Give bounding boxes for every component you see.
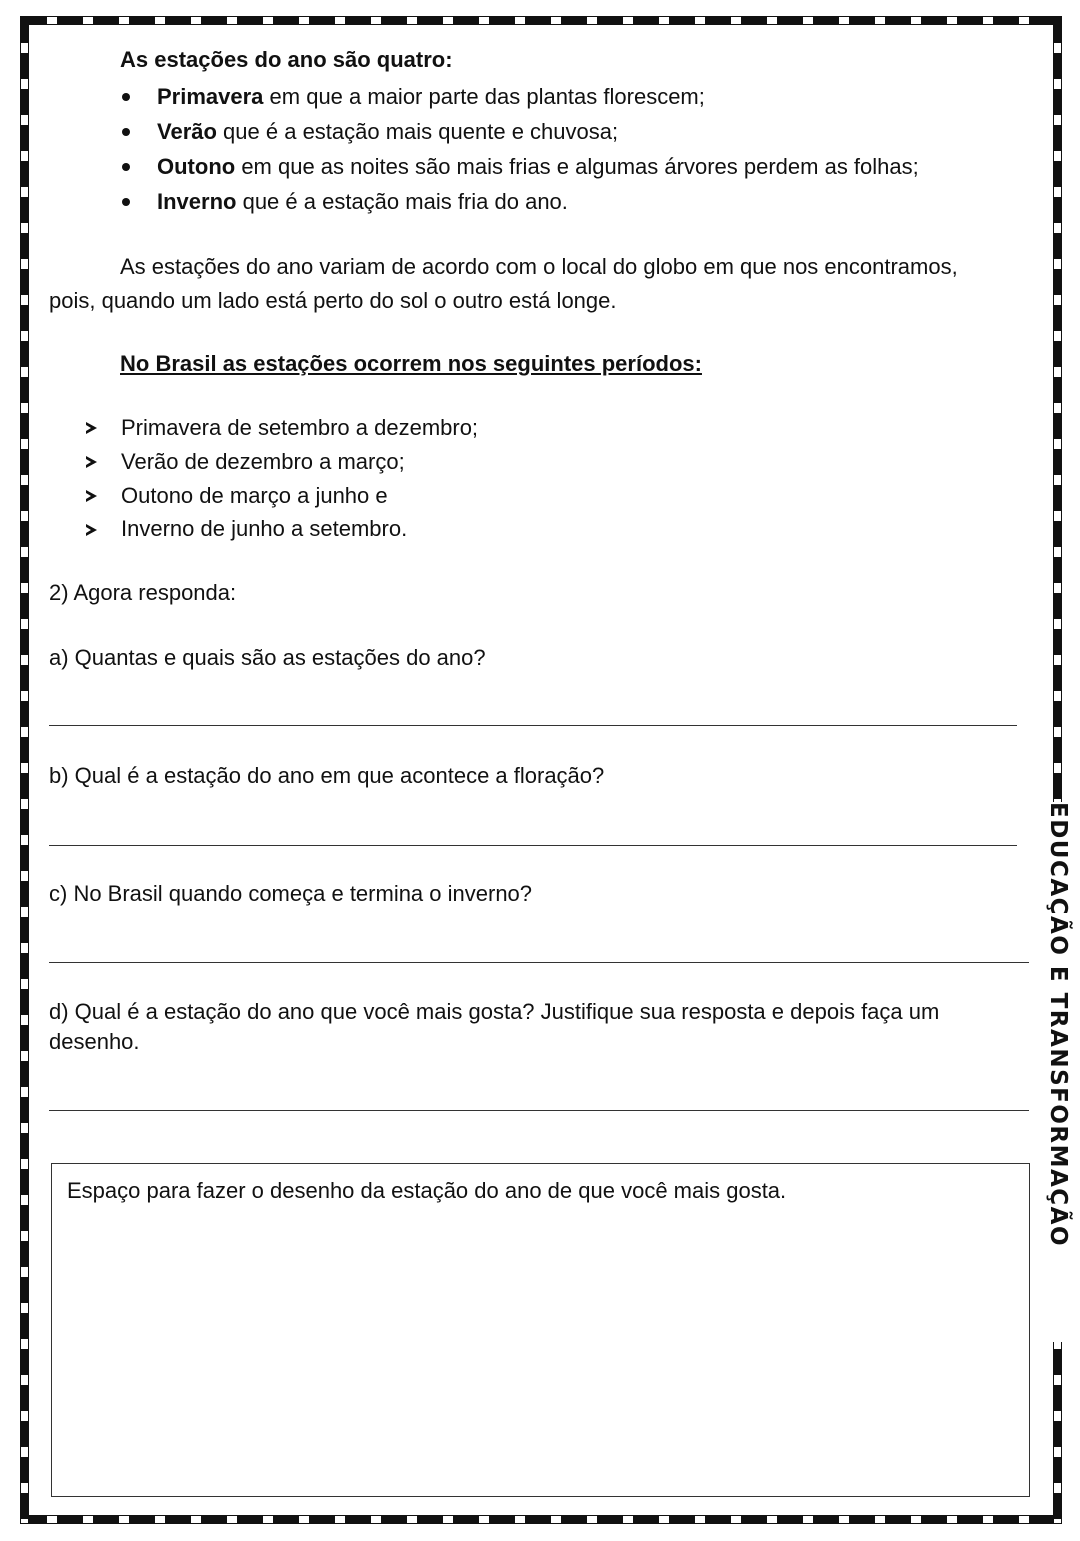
answer-line-a[interactable] [49,725,1017,726]
answer-line-d[interactable] [49,1110,1029,1111]
drawing-area-label: Espaço para fazer o desenho da estação do ano de que você mais gosta. [67,1178,787,1203]
season-description: em que a maior parte das plantas florescem; [263,84,705,109]
exercise-title: 2) Agora responda: [49,580,237,605]
bullet-dot [122,198,130,206]
answer-line-c[interactable] [49,962,1029,963]
season-name: Outono [157,154,236,179]
answer-line-b[interactable] [49,845,1017,846]
side-label-container [1040,802,1076,1342]
question-c: c) No Brasil quando começa e termina o inverno? [49,881,533,906]
seasons-heading: As estações do ano são quatro: [120,47,453,72]
season-description: que é a estação mais fria do ano. [236,189,568,214]
period-item-outono: Outono de março a junho e [121,483,388,508]
season-description: que é a estação mais quente e chuvosa; [216,119,619,144]
season-description: em que as noites são mais frias e algumas árvores perdem as folhas; [235,154,919,179]
frame-left-border [20,16,29,1524]
side-watermark-label: EDUCAÇÃO E TRANSFORMAÇÃO [1045,802,1071,1248]
period-item-verao: Verão de dezembro a março; [121,449,405,474]
frame-bottom-border [20,1515,1062,1524]
season-item-primavera [157,84,705,110]
arrow-bullet-icon [86,490,97,502]
period-item-primavera: Primavera de setembro a dezembro; [121,415,479,440]
season-item-outono [157,154,919,180]
season-item-verao [157,119,618,145]
question-a: a) Quantas e quais são as estações do ano? [49,645,486,670]
arrow-bullet-icon [86,422,97,434]
question-d-line-2: desenho. [49,1029,140,1054]
paragraph-line-2: pois, quando um lado está perto do sol o outro está longe. [49,288,617,313]
brasil-heading: No Brasil as estações ocorrem nos seguintes períodos: [120,351,702,376]
drawing-area[interactable] [51,1163,1030,1497]
season-name: Primavera [157,84,264,109]
frame-top-border [20,16,1062,25]
bullet-dot [122,163,130,171]
season-name: Verão [157,119,217,144]
paragraph-line-1: As estações do ano variam de acordo com o local do globo em que nos encontramos, [120,254,958,279]
question-d-line-1: d) Qual é a estação do ano que você mais gosta? Justifique sua resposta e depois faça um [49,999,940,1024]
arrow-bullet-icon [86,456,97,468]
question-b: b) Qual é a estação do ano em que acontece a floração? [49,763,605,788]
bullet-dot [122,93,130,101]
arrow-bullet-icon [86,524,97,536]
season-name: Inverno [157,189,237,214]
season-item-inverno [157,189,568,215]
bullet-dot [122,128,130,136]
period-item-inverno: Inverno de junho a setembro. [121,516,408,541]
